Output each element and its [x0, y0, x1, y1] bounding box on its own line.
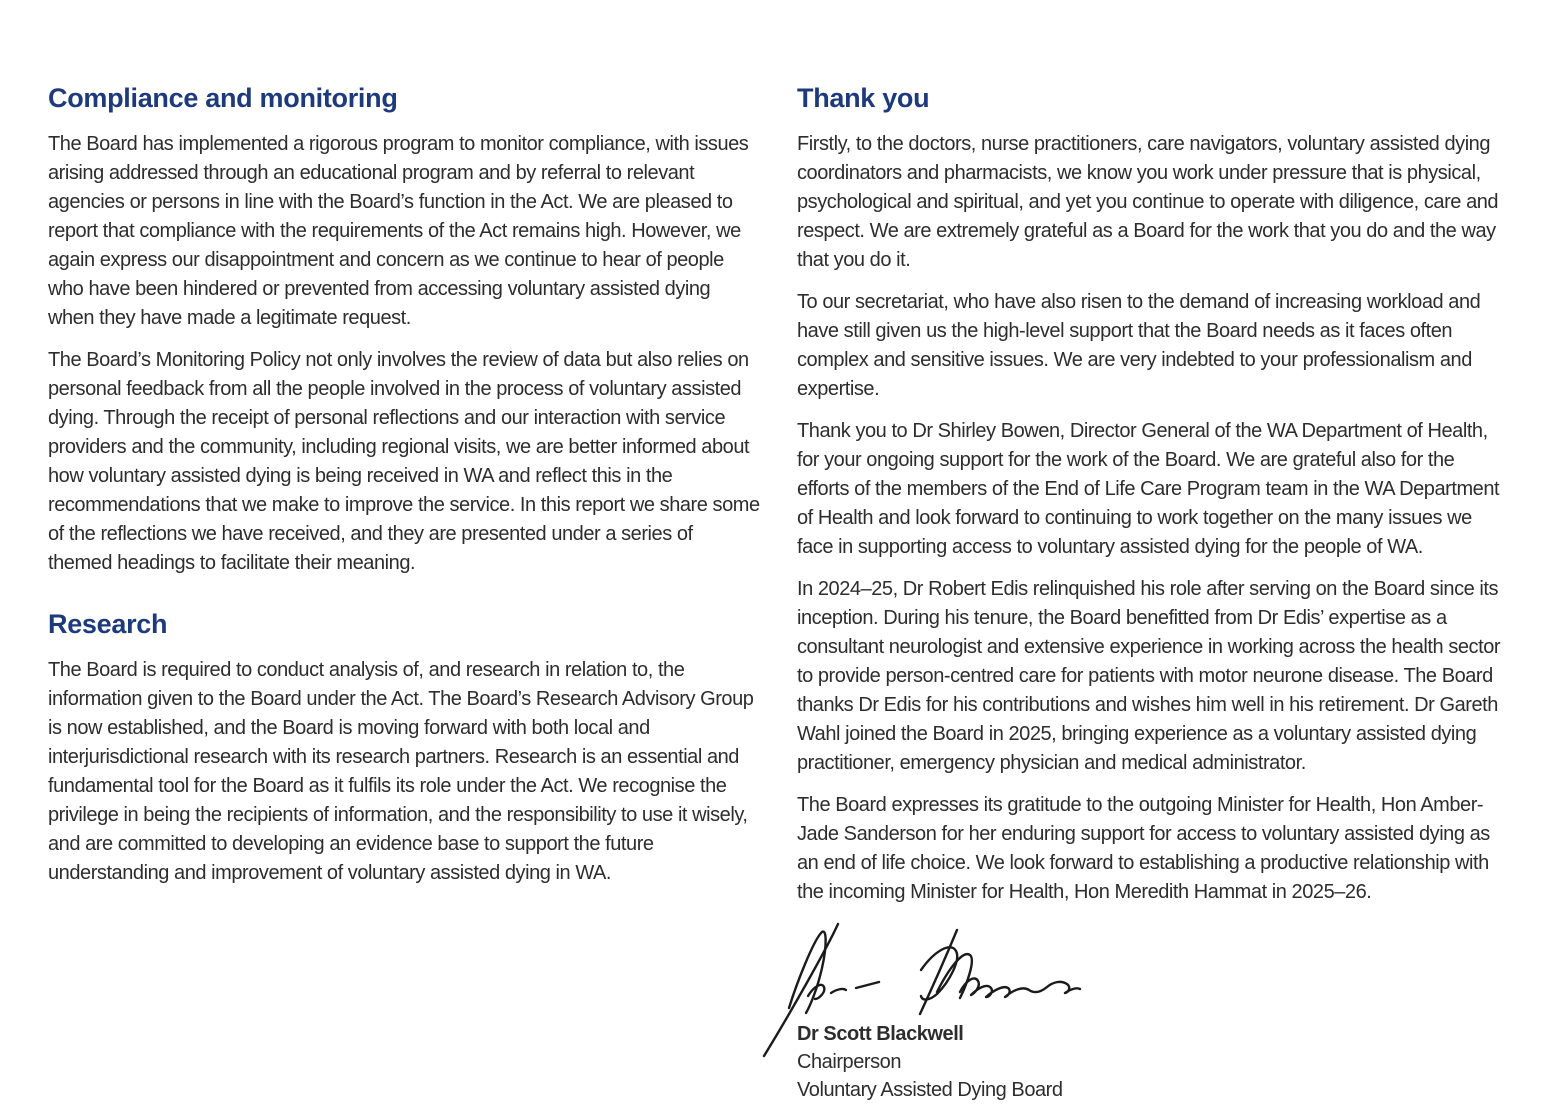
right-column	[797, 83, 1510, 1102]
left-column	[48, 83, 761, 1102]
signatory-name: Dr Scott Blackwell	[797, 1023, 964, 1046]
signatory-details	[797, 1020, 1063, 1104]
section-heading-research: Research	[48, 609, 168, 640]
thank-you-paragraph-4: In 2024–25, Dr Robert Edis relinquished his role after serving on the Board since its inception. During his tenure, the Board benefitted from Dr Edis’ expertise as a consultant neurologist and extensive experience in working across the health sector to provide person-centred care for patients with motor neurone disease. The Board thanks Dr Edis for his contributions and wishes him well in his retirement. Dr Gareth Wahl joined the Board in 2025, bringing experience as a voluntary assisted dying practitioner, emergency physician and medical administrator.	[797, 578, 1501, 775]
signatory-title: Chairperson	[797, 1051, 901, 1074]
compliance-paragraph-2: The Board’s Monitoring Policy not only involves the review of data but also relies on personal feedback from all the people involved in the process of voluntary assisted dying. Through the receipt of personal reflections and our interaction with service providers and the community, including regional visits, we are better informed about how voluntary assisted dying is being received in WA and reflect this in the recommendations that we make to improve the service. In this report we share some of the reflections we have received, and they are presented under a series of themed headings to facilitate their meaning.	[48, 349, 760, 575]
compliance-paragraph-1: The Board has implemented a rigorous program to monitor compliance, with issues arising addressed through an educational program and by referral to relevant agencies or persons in line with the Board’s function in the Act. We are pleased to report that compliance with the requirements of the Act remains high. However, we again express our disappointment and concern as we continue to hear of people who have been hindered or prevented from accessing voluntary assisted dying when they have made a legitimate request.	[48, 133, 749, 330]
signature-block	[797, 920, 1510, 1102]
thank-you-paragraph-3: Thank you to Dr Shirley Bowen, Director General of the WA Department of Health, for your ongoing support for the work of the Board. We are grateful also for the efforts of the members of the End of Life Care Program team in the WA Department of Health and look forward to continuing to work together on the many issues we face in supporting access to voluntary assisted dying for the people of WA.	[797, 420, 1500, 559]
thank-you-paragraph-2: To our secretariat, who have also risen to the demand of increasing workload and have still given us the high-level support that the Board needs as it faces often complex and sensitive issues. We are very indebted to your professionalism and expertise.	[797, 291, 1481, 401]
signatory-organisation: Voluntary Assisted Dying Board	[797, 1079, 1063, 1102]
thank-you-paragraph-5: The Board expresses its gratitude to the outgoing Minister for Health, Hon Amber-Jade Sanderson for her enduring support for access to voluntary assisted dying as an end of life choice. We look forward to establishing a productive relationship with the incoming Minister for Health, Hon Meredith Hammat in 2025–26.	[797, 794, 1490, 904]
section-heading-compliance-and-monitoring: Compliance and monitoring	[48, 83, 398, 113]
thank-you-paragraph-1: Firstly, to the doctors, nurse practitioners, care navigators, voluntary assisted dying coordinators and pharmacists, we know you work under pressure that is physical, psychological and spiritual, and yet you continue to operate with diligence, care and respect. We are extremely grateful as a Board for the work that you do and the way that you do it.	[797, 133, 1499, 272]
section-heading-thank-you: Thank you	[797, 83, 930, 113]
research-paragraph-1: The Board is required to conduct analysis of, and research in relation to, the information given to the Board under the Act. The Board’s Research Advisory Group is now established, and the Board is moving forward with both local and interjurisdictional research with its research partners. Research is an essential and fundamental tool for the Board as it fulfils its role under the Act. We recognise the privilege in being the recipients of information, and the responsibility to use it wisely, and are committed to developing an evidence base to support the future understanding and improvement of voluntary assisted dying in WA.	[48, 659, 754, 885]
